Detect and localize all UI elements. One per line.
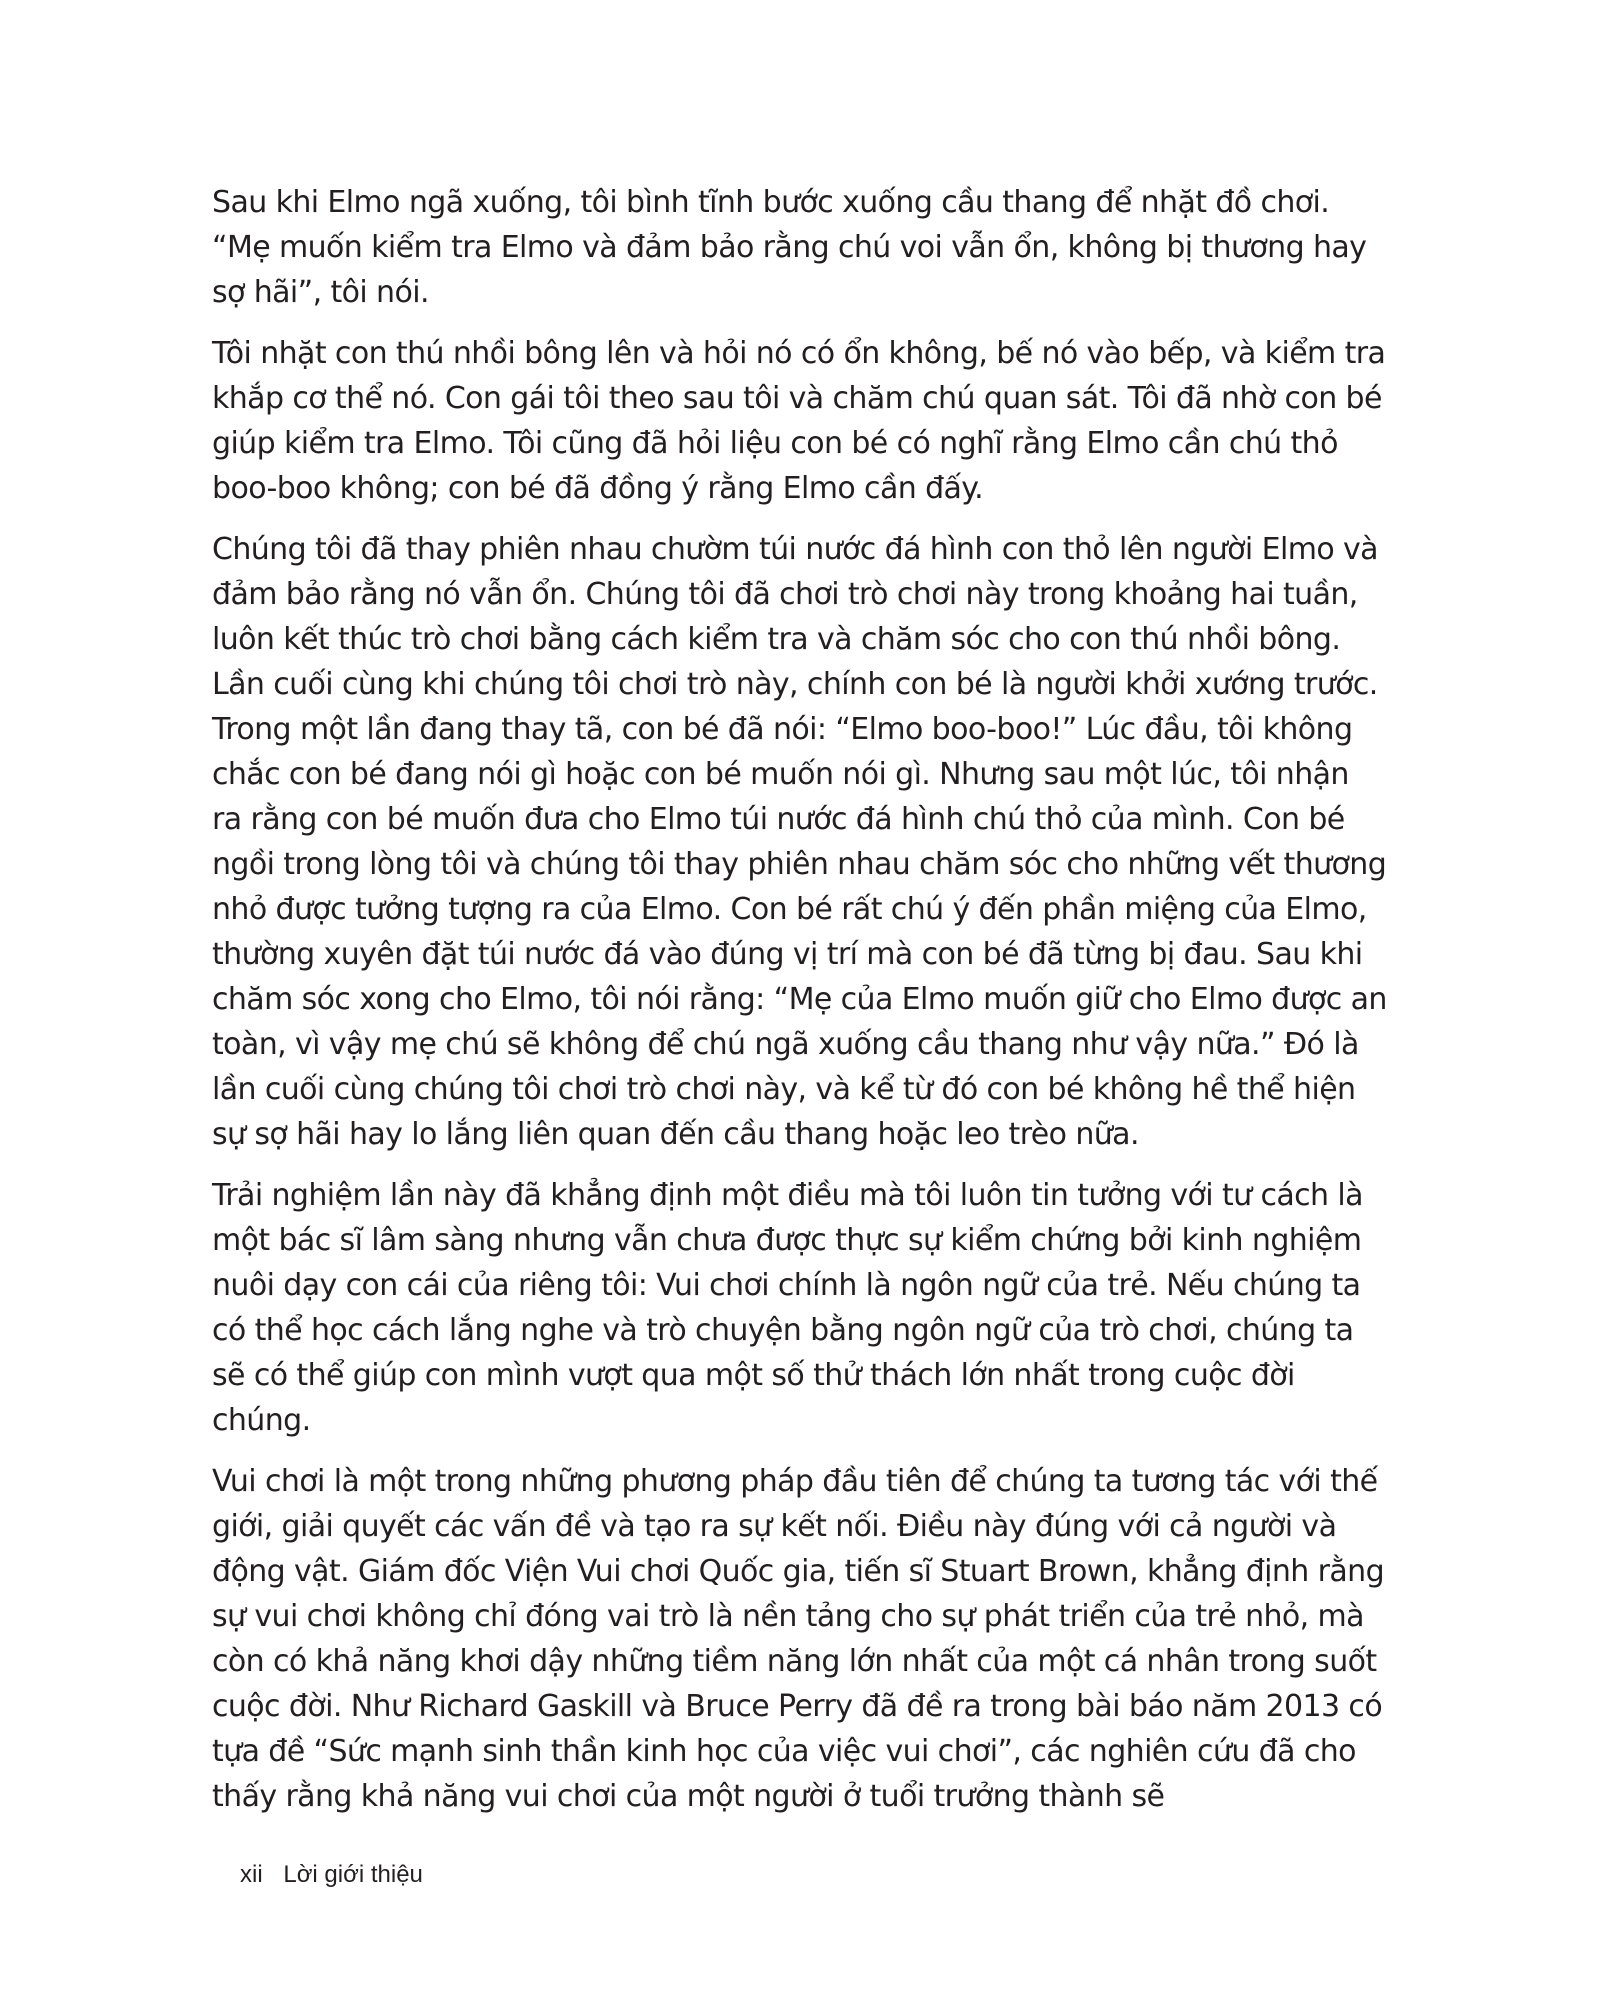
paragraph-2: Tôi nhặt con thú nhồi bông lên và hỏi nó có ổn không, bế nó vào bếp, và kiểm tra khắp cơ thể nó. Con gái tôi theo sau tôi và chăm chú quan sát. Tôi đã nhờ con bé giúp kiểm tra Elmo. Tôi cũng đã hỏi liệu con bé có nghĩ rằng Elmo cần chú thỏ boo-boo không; con bé đã đồng ý rằng Elmo cần đấy. <box>212 336 1386 506</box>
paragraph-1: Sau khi Elmo ngã xuống, tôi bình tĩnh bước xuống cầu thang để nhặt đồ chơi. “Mẹ muốn kiểm tra Elmo và đảm bảo rằng chú voi vẫn ổn, không bị thương hay sợ hãi”, tôi nói. <box>212 185 1367 310</box>
page-number: xii <box>240 1861 263 1888</box>
page-footer <box>240 1860 423 1890</box>
paragraph-4: Trải nghiệm lần này đã khẳng định một điều mà tôi luôn tin tưởng với tư cách là một bác sĩ lâm sàng nhưng vẫn chưa được thực sự kiểm chứng bởi kinh nghiệm nuôi dạy con cái của riêng tôi: Vui chơi chính là ngôn ngữ của trẻ. Nếu chúng ta có thể học cách lắng nghe và trò chuyện bằng ngôn ngữ của trò chơi, chúng ta sẽ có thể giúp con mình vượt qua một số thử thách lớn nhất trong cuộc đời chúng. <box>212 1178 1363 1438</box>
paragraph-5: Vui chơi là một trong những phương pháp đầu tiên để chúng ta tương tác với thế giới, giải quyết các vấn đề và tạo ra sự kết nối. Điều này đúng với cả người và động vật. Giám đốc Viện Vui chơi Quốc gia, tiến sĩ Stuart Brown, khẳng định rằng sự vui chơi không chỉ đóng vai trò là nền tảng cho sự phát triển của trẻ nhỏ, mà còn có khả năng khơi dậy những tiềm năng lớn nhất của một cá nhân trong suốt cuộc đời. Như Richard Gaskill và Bruce Perry đã đề ra trong bài báo năm 2013 có tựa đề “Sức mạnh sinh thần kinh học của việc vui chơi”, các nghiên cứu đã cho thấy rằng khả năng vui chơi của một người ở tuổi trưởng thành sẽ <box>212 1464 1385 1814</box>
body-text <box>212 180 1387 1835</box>
running-section-title: Lời giới thiệu <box>283 1861 423 1888</box>
paragraph-3: Chúng tôi đã thay phiên nhau chườm túi nước đá hình con thỏ lên người Elmo và đảm bảo rằng nó vẫn ổn. Chúng tôi đã chơi trò chơi này trong khoảng hai tuần, luôn kết thúc trò chơi bằng cách kiểm tra và chăm sóc cho con thú nhồi bông. Lần cuối cùng khi chúng tôi chơi trò này, chính con bé là người khởi xướng trước. Trong một lần đang thay tã, con bé đã nói: “Elmo boo-boo!” Lúc đầu, tôi không chắc con bé đang nói gì hoặc con bé muốn nói gì. Nhưng sau một lúc, tôi nhận ra rằng con bé muốn đưa cho Elmo túi nước đá hình chú thỏ của mình. Con bé ngồi trong lòng tôi và chúng tôi thay phiên nhau chăm sóc cho những vết thương nhỏ được tưởng tượng ra của Elmo. Con bé rất chú ý đến phần miệng của Elmo, thường xuyên đặt túi nước đá vào đúng vị trí mà con bé đã từng bị đau. Sau khi chăm sóc xong cho Elmo, tôi nói rằng: “Mẹ của Elmo muốn giữ cho Elmo được an toàn, vì vậy mẹ chú sẽ không để chú ngã xuống cầu thang như vậy nữa.” Đó là lần cuối cùng chúng tôi chơi trò chơi này, và kể từ đó con bé không hề thể hiện sự sợ hãi hay lo lắng liên quan đến cầu thang hoặc leo trèo nữa. <box>212 532 1387 1152</box>
